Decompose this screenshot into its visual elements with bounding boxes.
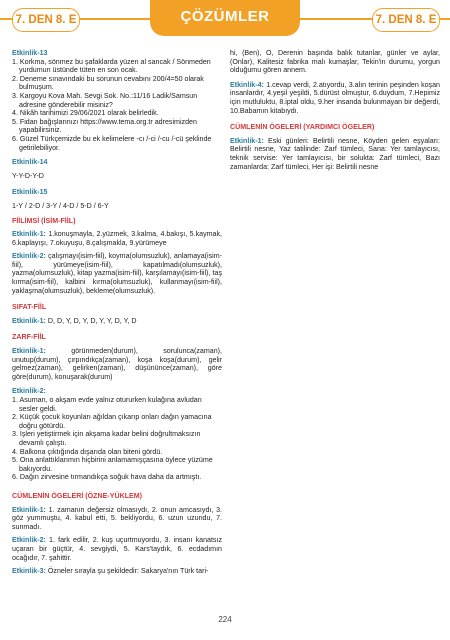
header-left-pill <box>12 8 80 32</box>
etkinlik-13-item-3: 3. Kargoyu Kova Mah. Sevgi Sok. No.:11/16 Ladik/Samsun adresine gönderebilir misiniz? <box>12 91 198 109</box>
ozne-yuklem-etkinlik-1 <box>12 506 222 532</box>
sifat-fiil-etkinlik-1 <box>12 317 222 326</box>
yardimci-ogeler-section-title: CÜMLENİN ÖGELERİ (YARDIMCI ÖGELER) <box>230 123 375 132</box>
ozne-yuklem-etkinlik-2 <box>12 536 222 562</box>
fiilimsi-etkinlik-1-text: 1.konuşmayla, 2.yüzmek, 3.kalma, 4.bakışı, 5.kaymak, 6.kaplayışı, 7.okuyuşu, 8.çalışmakla, 9.yürümeye <box>12 230 222 247</box>
ozne-yuklem-etkinlik-3-text: Özneler sırayla şu şekildedir: Sakarya'nın Türk tari- <box>45 567 209 576</box>
etkinlik-15-answer: 1-Y / 2-D / 3-Y / 4-D / 5-D / 6-Y <box>12 201 109 210</box>
yardimci-ogeler-etkinlik-1-label: Etkinlik-1: <box>230 136 264 145</box>
zarf-fiil-etkinlik-2-item-3: 3. İşleri yetiştirmek için akşama kadar belini doğrultmaksızın devamlı çalıştı. <box>12 430 201 447</box>
zarf-fiil-etkinlik-1-label: Etkinlik-1: <box>12 347 46 356</box>
zarf-fiil-etkinlik-2-item-1: 1. Asuman, o akşam evde yalnız otururken kulağına avludan sesler geldi. <box>12 396 202 413</box>
header-left-pill-label: 7. DEN 8. E <box>15 14 77 26</box>
sifat-fiil-section-title: SIFAT-FİİL <box>12 303 47 312</box>
header-title-tab <box>150 0 300 36</box>
page-number: 224 <box>218 615 232 624</box>
right-column <box>230 49 440 171</box>
zarf-fiil-etkinlik-2-item-5: 5. Ona anlattıklarımın hiçbirini anlamamışçasına öylece yüzüme bakıyordu. <box>12 456 213 473</box>
ozne-yuklem-etkinlik-3 <box>12 567 222 576</box>
etkinlik-13-item-6: 6. Güzel Türkçemizde bu ek kelimelere -cı /-ci /-cu /-cü şeklinde getirilebiliyor. <box>12 134 212 152</box>
left-column <box>12 49 222 576</box>
etkinlik-15-heading: Etkinlik-15 <box>12 188 48 197</box>
fiilimsi-etkinlik-1-label: Etkinlik-1: <box>12 230 46 239</box>
zarf-fiil-etkinlik-1-text: görünmeden(durum), sorulunca(zaman), unutup(durum), çırpındıkça(zaman), koşa koşa(durum), gelir gelmez(zaman), gelirken(zaman), düşününce(zaman), göre göre(durum), konuşarak(durum) <box>12 347 222 381</box>
etkinlik-13-item-4: 4. Nikâh tarihimizi 29/06/2021 olarak belirledik. <box>12 109 159 118</box>
zarf-fiil-etkinlik-1 <box>12 347 222 381</box>
continued-answer: hi, (Ben), O, Derenin başında balık tutanlar, günler ve aylar, (Onlar), Kalitesiz fabrika malı kumaşlar, Tekin'in durumu, yorgun olduğumu gören annem. <box>230 49 440 75</box>
header <box>0 0 450 40</box>
zarf-fiil-etkinlik-2-item-4: 4. Balkona çıktığında dışarıda olan biteni gördü. <box>12 447 163 456</box>
ozne-yuklem-etkinlik-2-label: Etkinlik-2: <box>12 536 46 545</box>
etkinlik-14-answer: Y-Y-D-Y-D <box>12 171 44 180</box>
header-right-pill <box>372 8 440 32</box>
etkinlik-13-heading: Etkinlik-13 <box>12 49 48 57</box>
zarf-fiil-etkinlik-2-heading: Etkinlik-2: <box>12 387 46 396</box>
sifat-fiil-etkinlik-1-label: Etkinlik-1: <box>12 316 46 325</box>
page-title: ÇÖZÜMLER <box>180 8 270 25</box>
fiilimsi-etkinlik-1 <box>12 230 222 247</box>
zarf-fiil-section-title: ZARF-FİİL <box>12 333 46 342</box>
ozne-yuklem-etkinlik-3-label: Etkinlik-3: <box>12 567 46 576</box>
header-right-pill-label: 7. DEN 8. E <box>375 14 437 26</box>
yardimci-ogeler-etkinlik-1 <box>230 137 440 171</box>
etkinlik-13-item-1: 1. Korkma, sönmez bu şafaklarda yüzen al sancak / Sönmeden yurdumun üstünde tüten en son ocak. <box>12 57 211 75</box>
ozne-yuklem-etkinlik-1-text: 1. zamanın değersiz olmasıydı, 2. onun amcasıydı, 3. göz yummuştu, 4. kabul etti, 5. bekliyordu, 6. uzun uzundu, 7. sunmadı. <box>12 505 222 531</box>
etkinlik-13-item-2: 2. Deneme sınavındaki bu sorunun cevabını 200/4=50 olarak bulmuşum. <box>12 74 204 92</box>
sifat-fiil-etkinlik-1-text: D, D, Y, D, Y, D, Y, Y, D, Y, D <box>45 316 137 325</box>
etkinlik-14-heading: Etkinlik-14 <box>12 158 48 167</box>
etkinlik-13-item-5: 5. Fidan bağışlarınızı https://www.tema.org.tr adresimizden yapabilirsiniz. <box>12 117 197 135</box>
ozne-yuklem-section-title: CÜMLENİN ÖGELERİ (ÖZNE-YÜKLEM) <box>12 491 143 500</box>
zarf-fiil-etkinlik-2-item-6: 6. Dağın zirvesine tırmandıkça soğuk hava daha da artmıştı. <box>12 473 202 482</box>
fiilimsi-etkinlik-2 <box>12 252 222 295</box>
yardimci-ogeler-etkinlik-1-text: Eski günleri: Belirtili nesne, Köyden gelen eşyaları: Belirtili nesne, Yaz tatilinde: Zarf tümleci, Sana: Yer tamlayıcısı, teknik servise: Yer tamlayıcısı, bir solukta: Zarf tümleci, Bazı zamanlarda: Zarf tümleci, Her işi: Belirtili nesne <box>230 136 440 171</box>
fiilimsi-etkinlik-2-text: çalışmayı(isim-fiil), koyma(olumsuzluk), anlamaya(isim-fiil), yürümeye(isim-fiil), kapatılmadı(olumsuzluk), yazma(olumsuzluk), kitap yazma(isim-fiil), karşılamayı(isim-fiil), taş kırma(isim-fiil), kalbini kırma(olumsuzluk), kullanmayı(isim-fiil), yaklaşma(olumsuzluk), bekleme(olumsuzluk). <box>12 252 222 295</box>
ozne-yuklem-etkinlik-4-label: Etkinlik-4: <box>230 80 264 89</box>
fiilimsi-section-title: FİİLİMSİ (İSİM-FİİL) <box>12 216 76 225</box>
ozne-yuklem-etkinlik-4-text: 1.cevap verdi, 2.atıyordu, 3.alın terinin peşinden koşan insanlardır, 4.yeşil yeşildi, 5.dürüst olmuştur, 6.duydum, 7.Hepimiz için mutluluktu, 8.iptal oldu, 9.her insanda bulunmayan bir değerdi, 10.Babamın kitabıydı. <box>230 80 440 115</box>
ozne-yuklem-etkinlik-4 <box>230 81 440 115</box>
ozne-yuklem-etkinlik-1-label: Etkinlik-1: <box>12 505 46 514</box>
ozne-yuklem-etkinlik-2-text: 1. fark edilir, 2. kuş uçurtmuyordu, 3. insanı kanatsız uçaran bir güçtür, 4. sevgiydi, 5. Kars'taydık, 6. ecdadımın ocağıdır, 7. şahittir. <box>12 536 222 562</box>
zarf-fiil-etkinlik-2-item-2: 2. Küçük çocuk koyunları ağıldan çıkarıp onları dağın yamacına doğru götürdü. <box>12 413 212 430</box>
fiilimsi-etkinlik-2-label: Etkinlik-2: <box>12 252 46 261</box>
